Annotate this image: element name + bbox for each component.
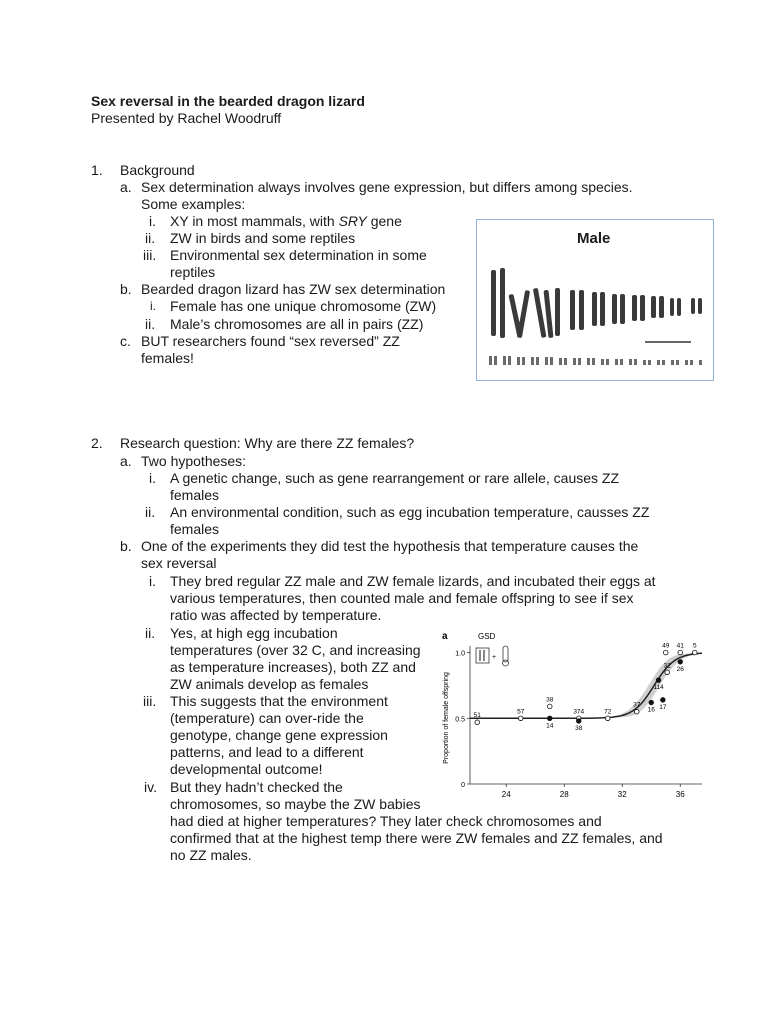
x-tick-label: 28 bbox=[559, 790, 569, 799]
karyotype-figure bbox=[476, 219, 714, 381]
point-label: 17 bbox=[659, 703, 667, 711]
marker: ii. bbox=[145, 230, 156, 246]
point-label: 26 bbox=[676, 665, 684, 673]
page-title: Sex reversal in the bearded dragon lizard bbox=[91, 93, 365, 109]
marker: b. bbox=[120, 538, 132, 554]
point-label: 51 bbox=[473, 712, 481, 720]
text-line: females bbox=[170, 521, 220, 537]
presenter-line: Presented by Rachel Woodruff bbox=[91, 110, 282, 126]
text-line: (temperature) can over-ride the bbox=[170, 710, 364, 726]
open-point bbox=[634, 709, 639, 714]
point-label: 38 bbox=[546, 696, 554, 704]
text-line: reptiles bbox=[170, 264, 216, 280]
filled-point bbox=[678, 659, 683, 664]
point-label: 72 bbox=[604, 708, 612, 716]
marker: i. bbox=[149, 213, 156, 229]
marker: iii. bbox=[143, 247, 157, 263]
marker: ii. bbox=[145, 625, 156, 641]
gene-name: SRY bbox=[338, 213, 367, 229]
chromosome-icon bbox=[476, 648, 496, 663]
text-line: A genetic change, such as gene rearrangement or rare allele, causes ZZ bbox=[170, 470, 620, 486]
point-label: 37 bbox=[633, 701, 641, 709]
y-tick-label: 0.5 bbox=[455, 716, 465, 724]
text-line: had died at higher temperatures? They later check chromosomes and bbox=[170, 813, 602, 829]
filled-point bbox=[661, 698, 666, 703]
text-span: XY in most mammals, with bbox=[170, 213, 339, 229]
open-point bbox=[663, 650, 668, 655]
text-line: genotype, change gene expression bbox=[170, 727, 388, 743]
text-line: various temperatures, then counted male and female offspring to see if sex bbox=[170, 590, 634, 606]
text-line: They bred regular ZZ male and ZW female lizards, and incubated their eggs at bbox=[170, 573, 656, 589]
karyotype-image bbox=[477, 220, 713, 380]
text-line: ratio was affected by temperature. bbox=[170, 607, 382, 623]
marker: ii. bbox=[145, 504, 156, 520]
point-label: 38 bbox=[575, 724, 583, 732]
text-line: chromosomes, so maybe the ZW babies bbox=[170, 796, 421, 812]
point-label: 49 bbox=[662, 642, 670, 650]
point-label: 14 bbox=[546, 722, 554, 730]
open-point bbox=[475, 720, 480, 725]
point-label: 5 bbox=[692, 642, 697, 650]
point-label: 16 bbox=[647, 706, 655, 714]
point-label: 114 bbox=[653, 684, 664, 692]
marker: i. bbox=[149, 573, 156, 589]
open-point bbox=[692, 650, 697, 655]
x-tick-label: 24 bbox=[501, 790, 511, 799]
text-line: This suggests that the environment bbox=[170, 693, 388, 709]
marker: iv. bbox=[144, 779, 157, 795]
text-line: One of the experiments they did test the hypothesis that temperature causes the bbox=[141, 538, 639, 554]
text-line: ZW animals develop as females bbox=[170, 676, 369, 692]
text-line: developmental outcome! bbox=[170, 761, 323, 777]
filled-point bbox=[649, 700, 654, 705]
open-point bbox=[665, 670, 670, 675]
open-point bbox=[547, 704, 552, 709]
point-label: 57 bbox=[517, 708, 525, 716]
x-tick-label: 32 bbox=[617, 790, 627, 799]
open-point bbox=[678, 650, 683, 655]
text-line: But they hadn’t checked the bbox=[170, 779, 343, 795]
filled-point bbox=[547, 716, 552, 721]
text-line: Female has one unique chromosome (ZW) bbox=[170, 298, 437, 314]
marker: ii. bbox=[145, 316, 156, 332]
karyotype-label: Male bbox=[577, 230, 611, 247]
text-line: patterns, and lead to a different bbox=[170, 744, 364, 760]
text-span: gene bbox=[366, 213, 402, 229]
text-line: An environmental condition, such as egg incubation temperature, causses ZZ bbox=[170, 504, 650, 520]
chart-title: GSD bbox=[478, 632, 496, 641]
text-line bbox=[170, 213, 402, 230]
chart-panel-label: a bbox=[442, 631, 448, 642]
y-tick-label: 0 bbox=[461, 782, 465, 789]
marker: c. bbox=[120, 333, 131, 349]
section-2-number: 2. bbox=[91, 435, 103, 451]
text-line: Yes, at high egg incubation bbox=[170, 625, 338, 641]
text-line: no ZZ males. bbox=[170, 847, 252, 863]
thermometer-icon bbox=[503, 646, 509, 666]
text-line: Two hypotheses: bbox=[141, 453, 247, 469]
svg-text:+: + bbox=[492, 654, 497, 661]
filled-point bbox=[576, 719, 581, 724]
section-2-heading: Research question: Why are there ZZ females? bbox=[120, 435, 415, 451]
x-tick-label: 36 bbox=[675, 790, 685, 799]
section-1-number: 1. bbox=[91, 162, 103, 178]
section-1-heading: Background bbox=[120, 162, 195, 178]
text-line: temperatures (over 32 C, and increasing bbox=[170, 642, 421, 658]
point-label: 32 bbox=[663, 662, 671, 670]
marker: a. bbox=[120, 453, 132, 469]
text-line: ZW in birds and some reptiles bbox=[170, 230, 356, 246]
open-point bbox=[605, 716, 610, 721]
text-line: females bbox=[170, 487, 220, 503]
text-line: Sex determination always involves gene expression, but differs among species. bbox=[141, 179, 633, 195]
marker: iii. bbox=[143, 693, 157, 709]
point-label: 374 bbox=[573, 708, 585, 716]
text-line: Bearded dragon lizard has ZW sex determination bbox=[141, 281, 446, 297]
point-label: 41 bbox=[676, 642, 684, 650]
open-point bbox=[518, 716, 523, 721]
text-line: Male’s chromosomes are all in pairs (ZZ) bbox=[170, 316, 424, 332]
text-line: females! bbox=[141, 350, 194, 366]
marker: i. bbox=[150, 299, 156, 313]
text-line: confirmed that at the highest temp there were ZW females and ZZ females, and bbox=[170, 830, 663, 846]
text-line: as temperature increases), both ZZ and bbox=[170, 659, 416, 675]
text-line: Environmental sex determination in some bbox=[170, 247, 427, 263]
text-line: sex reversal bbox=[141, 555, 217, 571]
text-line: BUT researchers found “sex reversed” ZZ bbox=[141, 333, 400, 349]
marker: a. bbox=[120, 179, 132, 195]
sex-ratio-chart bbox=[440, 628, 708, 804]
marker: b. bbox=[120, 281, 132, 297]
text-line: Some examples: bbox=[141, 196, 246, 212]
y-tick-label: 1.0 bbox=[455, 650, 465, 658]
filled-point bbox=[656, 678, 661, 683]
chart-ylabel: Proportion of female offspring bbox=[443, 672, 450, 764]
marker: i. bbox=[149, 470, 156, 486]
